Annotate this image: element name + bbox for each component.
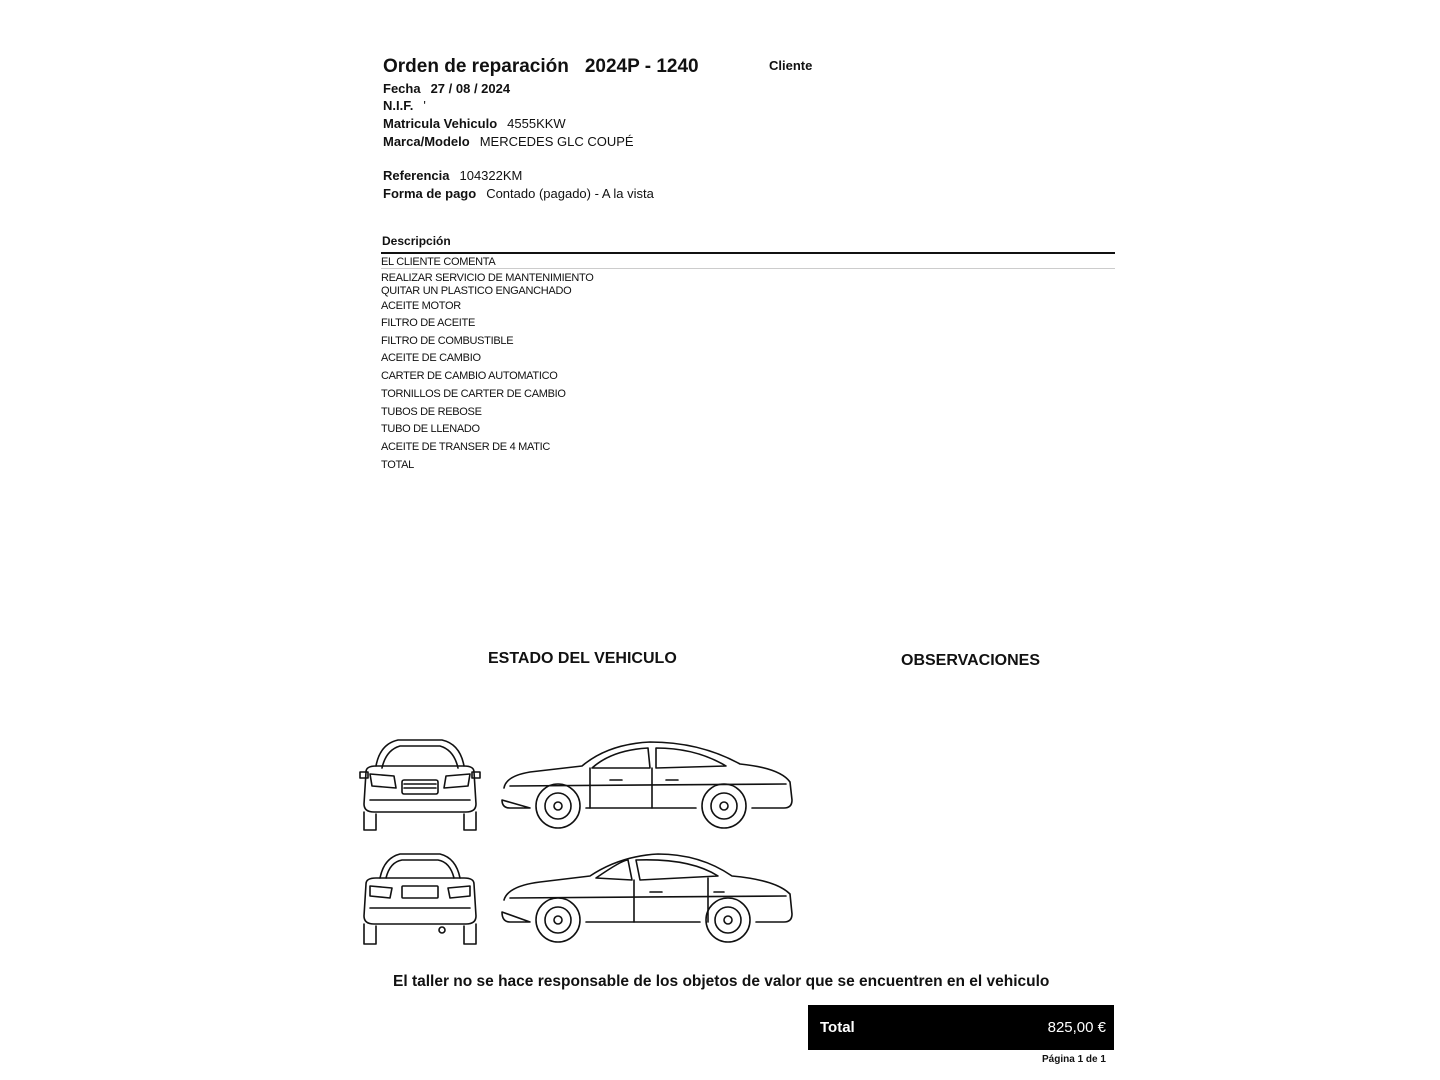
divider: [381, 268, 1115, 269]
field-label: Forma de pago: [383, 186, 477, 201]
list-item: REALIZAR SERVICIO DE MANTENIMIENTO: [381, 272, 594, 284]
list-item: TOTAL: [381, 459, 414, 471]
car-side-view-icon: [500, 852, 796, 948]
field-label: Fecha: [383, 81, 421, 96]
client-label: Cliente: [769, 58, 813, 73]
car-front-view-icon: [360, 738, 480, 834]
vehicle-state-title: ESTADO DEL VEHICULO: [488, 650, 677, 667]
list-item: ACEITE DE TRANSER DE 4 MATIC: [381, 441, 551, 453]
field-referencia: [383, 168, 522, 183]
list-item: CARTER DE CAMBIO AUTOMATICO: [381, 370, 558, 382]
total-label: Total: [820, 1019, 855, 1036]
list-item: FILTRO DE COMBUSTIBLE: [381, 335, 514, 347]
total-bar: [808, 1005, 1114, 1050]
list-item: TUBO DE LLENADO: [381, 423, 480, 435]
list-item: ACEITE DE CAMBIO: [381, 352, 481, 364]
field-label: Referencia: [383, 168, 450, 183]
field-value: 104322KM: [459, 168, 523, 183]
field-forma-pago: [383, 186, 654, 201]
field-label: N.I.F.: [383, 98, 414, 113]
total-value: 825,00 €: [1047, 1019, 1106, 1036]
page-number: Página 1 de 1: [1042, 1054, 1106, 1065]
order-title-label: Orden de reparación: [383, 56, 569, 77]
divider: [381, 252, 1115, 254]
field-label: Matricula Vehiculo: [383, 116, 498, 131]
field-value: ': [423, 98, 426, 113]
field-value: 4555KKW: [507, 116, 566, 131]
field-fecha: [383, 81, 510, 96]
order-title: [383, 56, 699, 78]
list-item: TORNILLOS DE CARTER DE CAMBIO: [381, 388, 566, 400]
field-label: Marca/Modelo: [383, 134, 470, 149]
disclaimer: El taller no se hace responsable de los objetos de valor que se encuentren en el vehiculo: [393, 973, 1050, 990]
field-value: 27 / 08 / 2024: [430, 81, 511, 96]
field-value: Contado (pagado) - A la vista: [486, 186, 654, 201]
car-side-view-icon: [500, 738, 796, 834]
field-matricula: [383, 116, 566, 131]
field-marca-modelo: [383, 134, 634, 149]
field-value: MERCEDES GLC COUPÉ: [479, 134, 634, 149]
car-rear-view-icon: [360, 852, 480, 948]
observations-title: OBSERVACIONES: [901, 652, 1040, 669]
list-item: ACEITE MOTOR: [381, 300, 461, 312]
list-item: TUBOS DE REBOSE: [381, 406, 482, 418]
list-item: FILTRO DE ACEITE: [381, 317, 476, 329]
order-number: 2024P - 1240: [584, 56, 699, 77]
description-header: Descripción: [382, 234, 451, 248]
list-item: QUITAR UN PLASTICO ENGANCHADO: [381, 285, 572, 297]
list-item: EL CLIENTE COMENTA: [381, 256, 496, 268]
field-nif: [383, 98, 426, 113]
